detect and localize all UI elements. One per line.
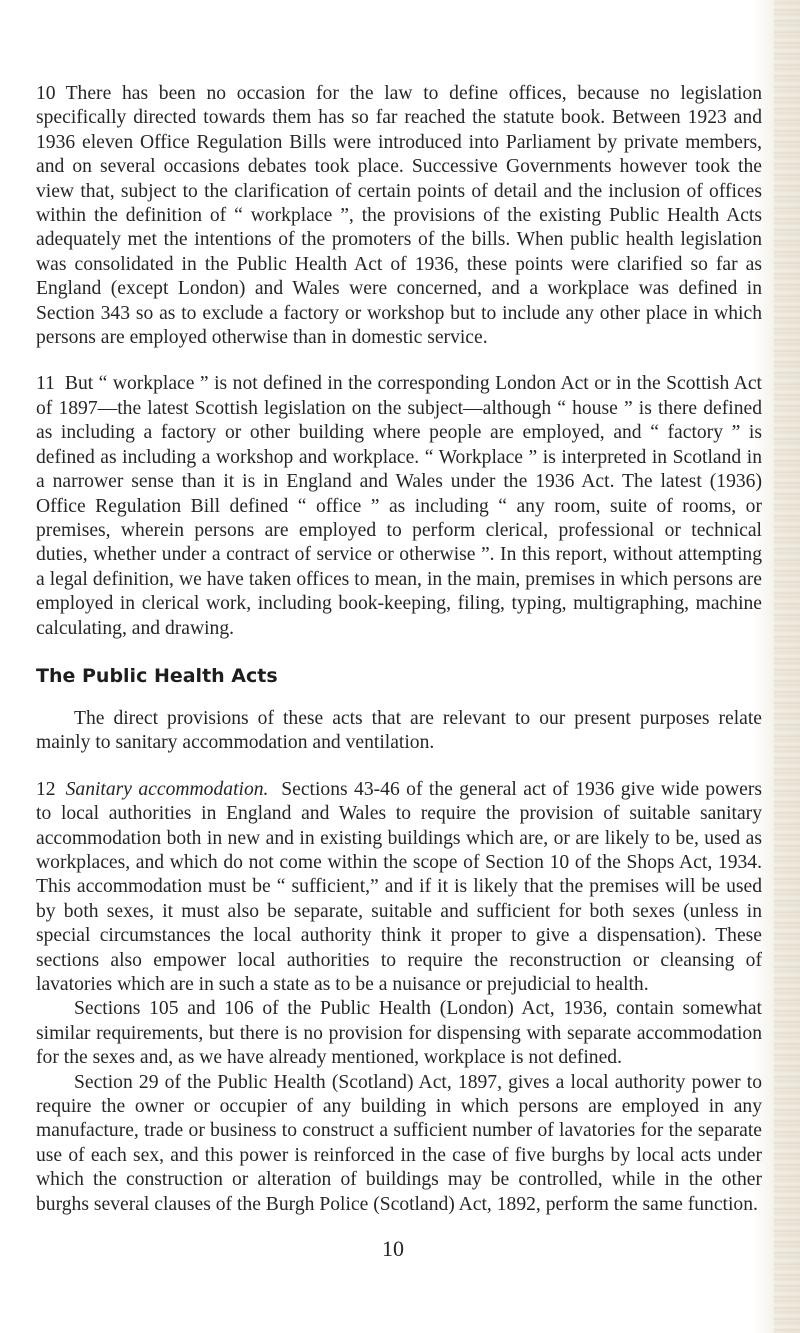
intro-paragraph: The direct provisions of these acts that are relevant to our present purposes relate mainly to sanitary accommodation and ventilation.	[36, 707, 762, 754]
paragraph-text: Sections 43-46 of the general act of 1936 give wide powers to local authorities in England and Wales to require the provision of suitable sanitary accommodation both in new and in existing buildings which are, or are likely to be, used as workplaces, and which do not come within the scope of Section 10 of the Shops Act, 1934. This accommodation must be “ sufficient,” and if it is likely that the premises will be used by both sexes, it must also be separate, suitable and sufficient for both sexes (unless in special circumstances the local authority think it proper to give a dispensation). These sections also empower local authorities to require the reconstruction or cleansing of lavatories which are in such a state as to be a nuisance or prejudicial to health.	[36, 778, 763, 995]
paragraph-number: 11	[36, 373, 55, 395]
paragraph-scotland-act: Section 29 of the Public Health (Scotland) Act, 1897, gives a local authority power to require the owner or occupier of any building in which persons are employed in any manufacture, trade or business to construct a sufficient number of lavatories for the separate use of each sex, and this power is reinforced in the case of five burghs by local acts under which the construction or alteration of buildings may be controlled, while in the other burghs several clauses of the Burgh Police (Scotland) Act, 1892, perform the same function.	[36, 1071, 762, 1215]
paragraph-12	[36, 778, 762, 998]
paragraph-text: But “ workplace ” is not defined in the corresponding London Act or in the Scottish Act of 1897—the latest Scottish legislation on the subject—although “ house ” is there defined as including a factory or other building where people are employed, and “ factory ” is defined as including a workshop and workplace. “ Workplace ” is interpreted in Scotland in a narrower sense than it is in England and Wales under the 1936 Act. The latest (1936) Office Regulation Bill defined “ office ” as including “ any room, suite of rooms, or premises, wherein persons are employed to perform clerical, professional or technical duties, whether under a contract of service or otherwise ”. In this report, without attempting a legal definition, we have taken offices to mean, in the main, premises in which persons are employed in clerical work, including book-keeping, filing, typing, multigraphing, machine calculating, and drawing.	[36, 373, 762, 639]
paragraph-number: 10	[36, 83, 56, 104]
paragraph-11	[36, 372, 762, 640]
paragraph-number: 12	[36, 778, 56, 800]
section-heading: The Public Health Acts	[36, 664, 278, 687]
paragraph-london-act: Sections 105 and 106 of the Public Health (London) Act, 1936, contain somewhat similar requirements, but there is no provision for dispensing with separate accommodation for the sexes and, as we have already mentioned, workplace is not defined.	[36, 998, 762, 1069]
paragraph-10	[36, 82, 762, 350]
page-number: 10	[382, 1236, 404, 1261]
paragraph-italic-lead: Sanitary accommodation.	[65, 778, 269, 800]
body-text	[36, 82, 762, 1217]
page-edge	[774, 0, 800, 1333]
paragraph-text: There has been no occasion for the law to define offices, because no legislation specifically directed towards them has so far reached the statute book. Between 1923 and 1936 eleven Office Regulation Bills were introduced into Parliament by private members, and on several occasions debates took place. Successive Governments however took the view that, subject to the clarification of certain points of detail and the inclusion of offices within the definition of “ workplace ”, the provisions of the existing Public Health Acts adequately met the intentions of the promoters of the bills. When public health legislation was consolidated in the Public Health Act of 1936, these points were clarified so far as England (except London) and Wales were concerned, and a workplace was defined in Section 343 so as to exclude a factory or workshop but to include any other place in which persons are employed otherwise than in domestic service.	[36, 83, 762, 349]
